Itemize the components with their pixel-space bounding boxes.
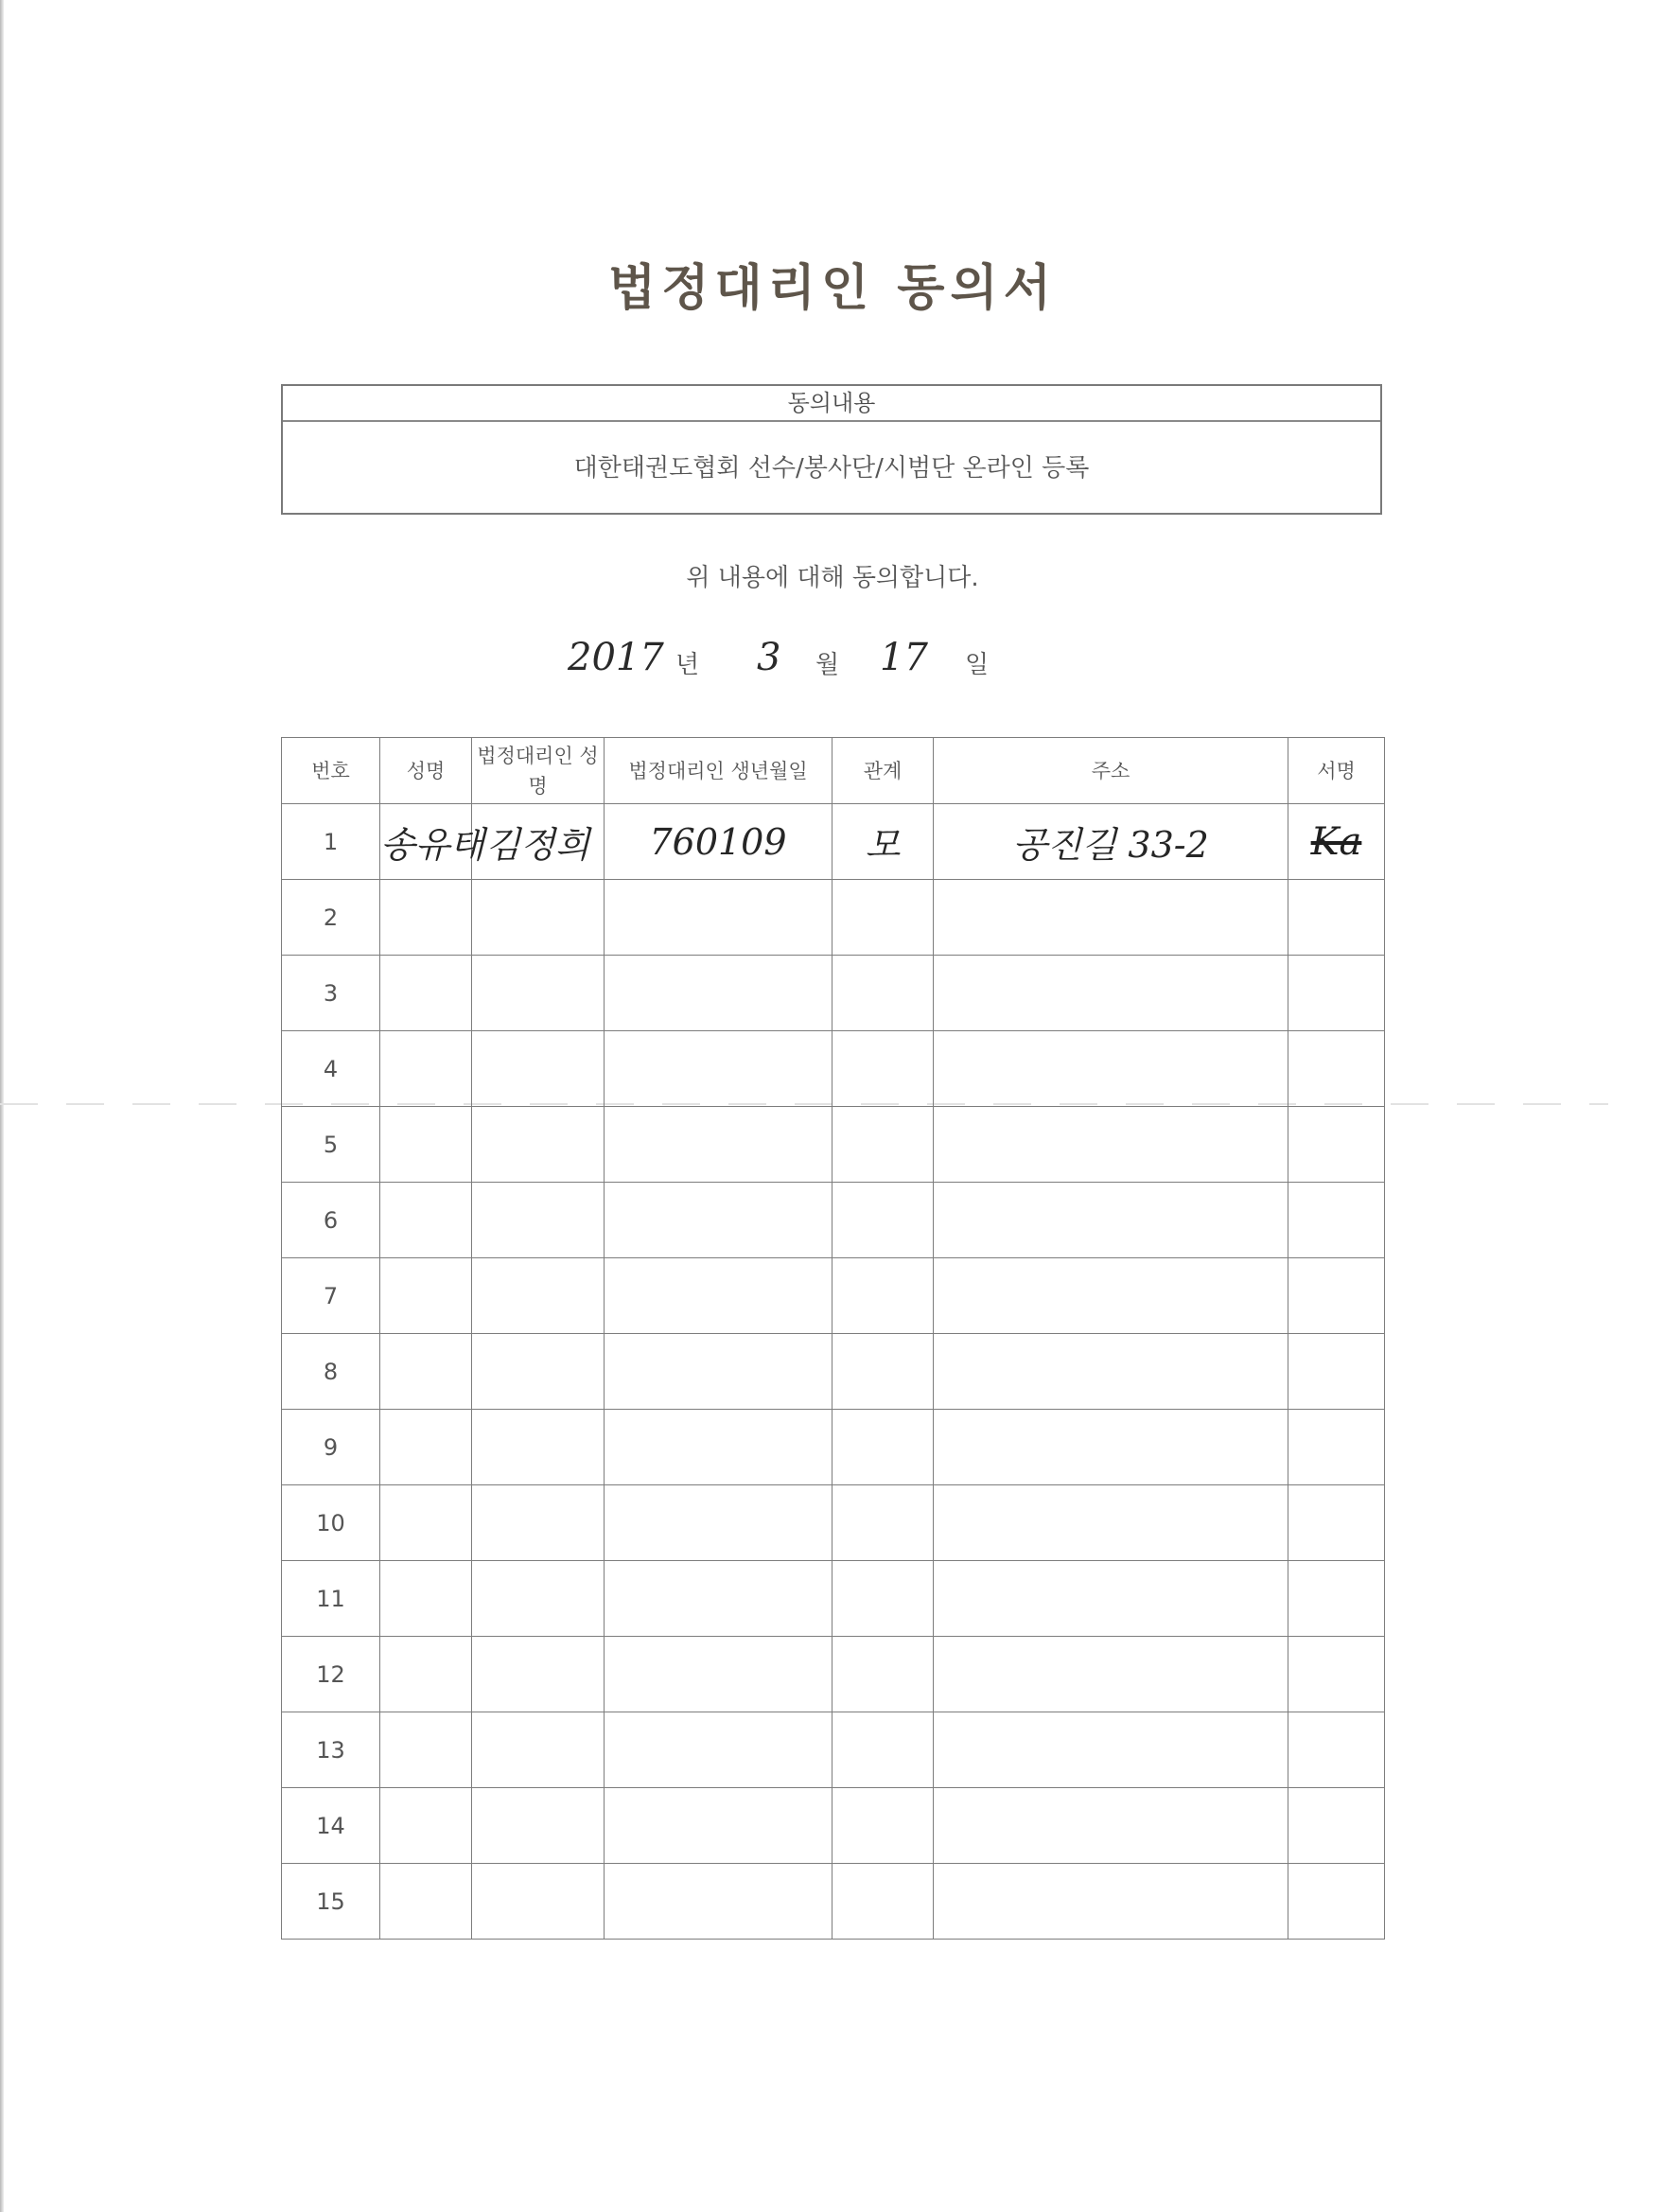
row-number: 13 (282, 1712, 380, 1788)
table-row (282, 1485, 1385, 1561)
table-row (282, 1031, 1385, 1107)
cell-signature (1288, 1788, 1385, 1864)
date-year-unit: 년 (675, 651, 700, 679)
cell-guardian-name (472, 1485, 605, 1561)
row-number: 6 (282, 1183, 380, 1258)
cell-name (380, 1637, 472, 1712)
row-number: 14 (282, 1788, 380, 1864)
row-number: 15 (282, 1864, 380, 1940)
cell-signature (1288, 1712, 1385, 1788)
cell-address (934, 1031, 1288, 1107)
cell-name (380, 1410, 472, 1485)
header-name: 성명 (380, 738, 472, 804)
cell-guardian-name (472, 1258, 605, 1334)
table-row (282, 1864, 1385, 1940)
cell-guardian-birth (605, 1788, 832, 1864)
table-row (282, 880, 1385, 956)
cell-guardian-name (472, 1788, 605, 1864)
cell-signature (1288, 1031, 1385, 1107)
date-day: 17 (880, 636, 928, 679)
cell-address (934, 1410, 1288, 1485)
cell-address (934, 1561, 1288, 1637)
cell-relation: 모 (832, 804, 934, 880)
cell-guardian-birth (605, 1712, 832, 1788)
consent-content-header: 동의내용 (283, 386, 1380, 422)
cell-signature (1288, 1107, 1385, 1183)
date-month-unit: 월 (815, 651, 840, 679)
cell-relation (832, 1637, 934, 1712)
table-row (282, 956, 1385, 1031)
cell-guardian-birth (605, 880, 832, 956)
table-row (282, 1410, 1385, 1485)
row-number: 9 (282, 1410, 380, 1485)
cell-address (934, 1712, 1288, 1788)
cell-guardian-birth (605, 1258, 832, 1334)
cell-signature (1288, 804, 1385, 880)
cell-name (380, 1107, 472, 1183)
cell-signature (1288, 1637, 1385, 1712)
cell-address (934, 1183, 1288, 1258)
consent-content-body: 대한태권도협회 선수/봉사단/시범단 온라인 등록 (573, 454, 1090, 483)
cell-signature (1288, 1183, 1385, 1258)
cell-relation (832, 1031, 934, 1107)
cell-name (380, 1183, 472, 1258)
row-number: 5 (282, 1107, 380, 1183)
cell-guardian-name (472, 1712, 605, 1788)
cell-relation (832, 1183, 934, 1258)
cell-guardian-birth (605, 1334, 832, 1410)
cell-guardian-name (472, 1637, 605, 1712)
cell-relation (832, 880, 934, 956)
table-row (282, 1637, 1385, 1712)
cell-guardian-name (472, 1410, 605, 1485)
row-number: 1 (282, 804, 380, 880)
row-number: 10 (282, 1485, 380, 1561)
cell-relation (832, 1788, 934, 1864)
row-number: 12 (282, 1637, 380, 1712)
row-number: 2 (282, 880, 380, 956)
cell-guardian-name (472, 1334, 605, 1410)
agree-statement: 위 내용에 대해 동의합니다. (686, 564, 979, 592)
header-no: 번호 (282, 738, 380, 804)
cell-address: 공진길 33-2 (934, 804, 1288, 880)
cell-relation (832, 1864, 934, 1940)
cell-guardian-birth (605, 1410, 832, 1485)
cell-signature (1288, 956, 1385, 1031)
cell-signature (1288, 1561, 1385, 1637)
header-relation: 관계 (832, 738, 934, 804)
document-title: 법정대리인 동의서 (608, 259, 1057, 317)
cell-relation (832, 1410, 934, 1485)
cell-signature (1288, 1864, 1385, 1940)
cell-guardian-name (472, 956, 605, 1031)
cell-guardian-birth (605, 1864, 832, 1940)
cell-address (934, 1788, 1288, 1864)
cell-relation (832, 1561, 934, 1637)
cell-relation (832, 1107, 934, 1183)
cell-guardian-name (472, 1107, 605, 1183)
cell-name (380, 1258, 472, 1334)
cell-name (380, 1485, 472, 1561)
row-number: 7 (282, 1258, 380, 1334)
cell-name (380, 1788, 472, 1864)
cell-address (934, 1637, 1288, 1712)
cell-guardian-birth (605, 1561, 832, 1637)
cell-address (934, 880, 1288, 956)
row-number: 11 (282, 1561, 380, 1637)
cell-guardian-name (472, 1031, 605, 1107)
cell-signature (1288, 1410, 1385, 1485)
table-row (282, 1561, 1385, 1637)
cell-guardian-birth (605, 1485, 832, 1561)
row-number: 4 (282, 1031, 380, 1107)
cell-name: 송유태 (380, 804, 472, 880)
cell-relation (832, 1712, 934, 1788)
row-number: 3 (282, 956, 380, 1031)
cell-guardian-birth (605, 1637, 832, 1712)
cell-guardian-name (472, 1561, 605, 1637)
table-row (282, 1107, 1385, 1183)
cell-relation (832, 956, 934, 1031)
registration-table (281, 737, 1385, 1940)
cell-address (934, 1864, 1288, 1940)
cell-guardian-birth (605, 956, 832, 1031)
cell-guardian-name (472, 1864, 605, 1940)
cell-name (380, 1712, 472, 1788)
cell-guardian-birth (605, 1183, 832, 1258)
cell-name (380, 1561, 472, 1637)
cell-address (934, 1107, 1288, 1183)
cell-address (934, 1334, 1288, 1410)
date-year: 2017 (568, 636, 664, 679)
table-row (282, 1258, 1385, 1334)
table-header-row (282, 738, 1385, 804)
consent-content-box (281, 384, 1382, 515)
cell-address (934, 956, 1288, 1031)
cell-guardian-birth (605, 1031, 832, 1107)
cell-name (380, 1864, 472, 1940)
cell-signature (1288, 1258, 1385, 1334)
cell-name (380, 956, 472, 1031)
table-row (282, 804, 1385, 880)
cell-guardian-name (472, 1183, 605, 1258)
cell-guardian-birth: 760109 (605, 804, 832, 880)
cell-address (934, 1258, 1288, 1334)
cell-guardian-birth (605, 1107, 832, 1183)
cell-guardian-name: 김정희 (472, 804, 605, 880)
scan-edge (0, 0, 4, 2212)
signature-mark: Ka (1310, 819, 1362, 864)
cell-name (380, 880, 472, 956)
table-row (282, 1788, 1385, 1864)
header-guardian-birth: 법정대리인 생년월일 (605, 738, 832, 804)
cell-relation (832, 1258, 934, 1334)
date-day-unit: 일 (965, 651, 990, 679)
cell-signature (1288, 880, 1385, 956)
cell-signature (1288, 1334, 1385, 1410)
cell-name (380, 1334, 472, 1410)
row-number: 8 (282, 1334, 380, 1410)
date-month: 3 (757, 636, 781, 679)
cell-name (380, 1031, 472, 1107)
cell-address (934, 1485, 1288, 1561)
table-row (282, 1334, 1385, 1410)
table-row (282, 1183, 1385, 1258)
cell-guardian-name (472, 880, 605, 956)
header-guardian-name: 법정대리인 성명 (472, 738, 605, 804)
cell-signature (1288, 1485, 1385, 1561)
cell-relation (832, 1334, 934, 1410)
header-signature: 서명 (1288, 738, 1385, 804)
cell-relation (832, 1485, 934, 1561)
header-address: 주소 (934, 738, 1288, 804)
date-line (558, 636, 1050, 693)
table-row (282, 1712, 1385, 1788)
